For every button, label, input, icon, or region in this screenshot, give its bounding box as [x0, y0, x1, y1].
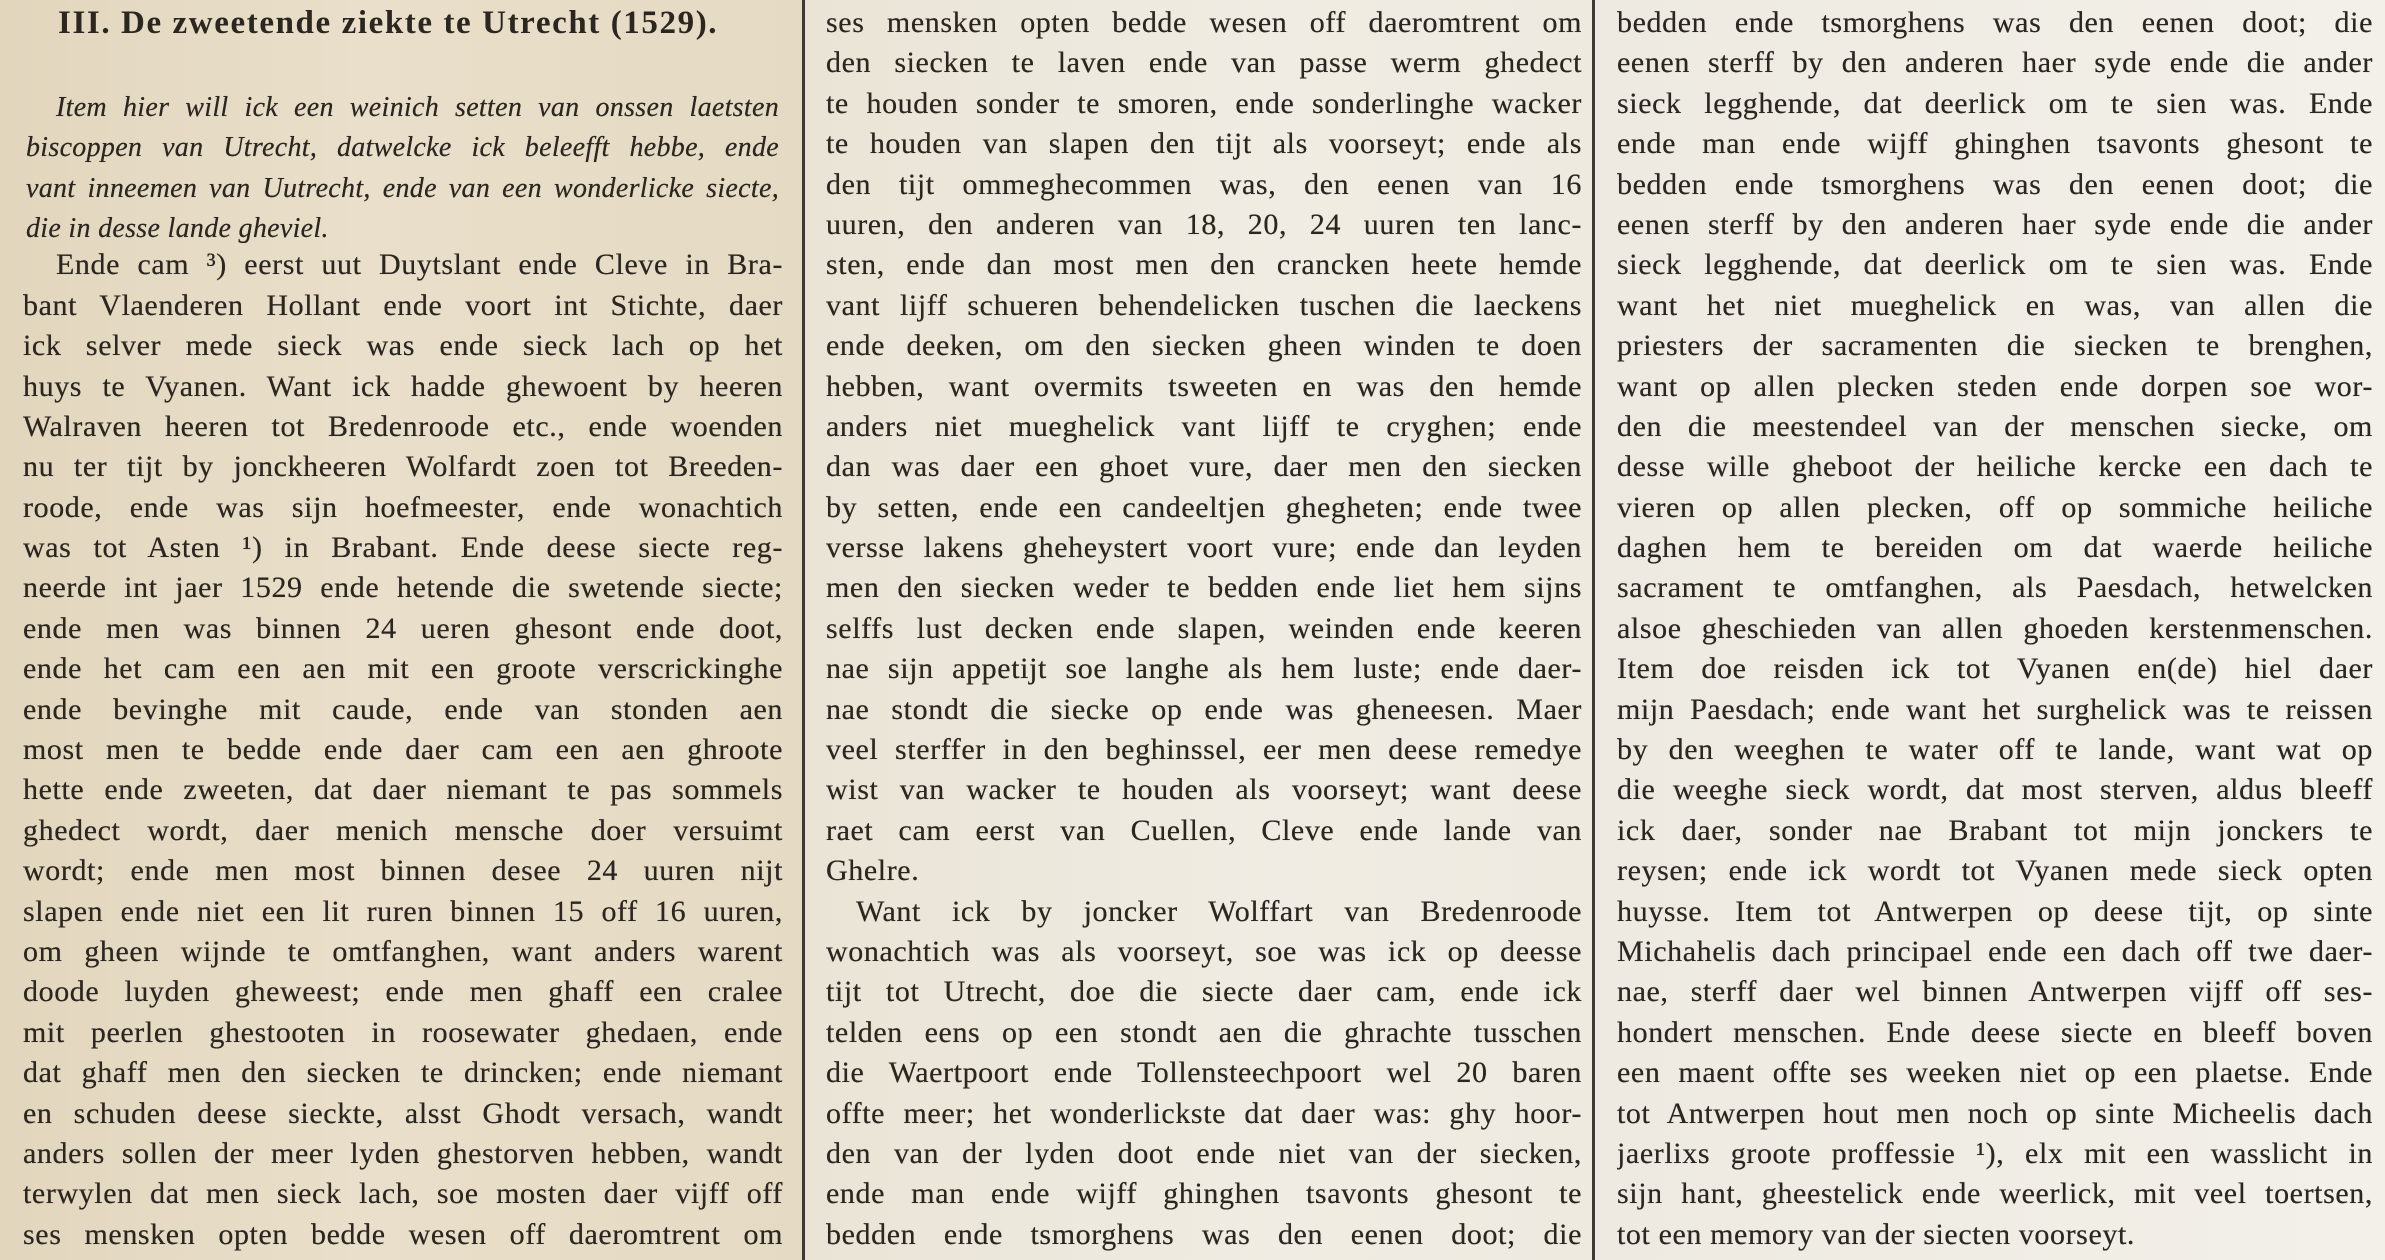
- text-line: bedden ende tsmorghens was den eenen doot; die: [1617, 167, 2373, 201]
- text-line: den die meestendeel van der menschen siecke, om: [1617, 409, 2373, 443]
- text-line: tijt tot Utrecht, doe die siecte daer cam, ende ick: [826, 975, 1582, 1009]
- text-line: sacrament te omtfanghen, als Paesdach, hetwelcken: [1617, 571, 2373, 605]
- text-line: by setten, ende een candeeltjen ghegheten; ende twee: [826, 490, 1582, 524]
- text-column-middle: [826, 3, 1582, 1255]
- text-line: bedden ende tsmorghens was den eenen doot; die: [826, 1217, 1582, 1251]
- text-line: den tijt ommeghecommen was, den eenen van 16: [826, 167, 1582, 201]
- text-line: ende het cam een aen mit een groote verscrickinghe: [23, 652, 783, 686]
- text-line: om gheen wijnde te omtfanghen, want anders warent: [23, 935, 783, 968]
- text-line: die Waertpoort ende Tollensteechpoort wel 20 baren: [826, 1056, 1582, 1090]
- text-line: ende men was binnen 24 ueren ghesont ende doot,: [23, 611, 783, 645]
- chapter-heading: III. De zweetende ziekte te Utrecht (1529).: [58, 5, 719, 41]
- column-divider: [1592, 0, 1595, 1260]
- text-line: ick daer, sonder nae Brabant tot mijn jonckers te: [1617, 813, 2373, 847]
- text-line: Ghelre.: [826, 854, 920, 888]
- text-line: ende man ende wijff ghinghen tsavonts ghesont te: [1617, 127, 2373, 161]
- text-line: tot Antwerpen hout men noch op sinte Micheelis dach: [1617, 1096, 2373, 1130]
- text-line: vant lijff schueren behendelicken tuschen die laeckens: [826, 288, 1582, 322]
- text-line: hondert menschen. Ende deese siecte en bleeff boven: [1617, 1015, 2373, 1049]
- text-line: versse lakens gheheystert voort vure; ende dan leyden: [826, 531, 1582, 565]
- text-line: tot een memory van der siecten voorseyt.: [1617, 1217, 2136, 1251]
- text-line: nu ter tijt by jonckheeren Wolfardt zoen tot Breeden-: [23, 450, 783, 484]
- text-line: vieren op allen plecken, off op sommiche heiliche: [1617, 490, 2373, 524]
- text-line: den van der lyden doot ende niet van der siecken,: [826, 1136, 1582, 1170]
- text-line: te houden van slapen den tijt als voorseyt; ende als: [826, 127, 1582, 161]
- text-line: men den siecken weder te bedden ende liet hem sijns: [826, 571, 1582, 605]
- text-line: die weeghe sieck wordt, dat most sterven, aldus bleeff: [1617, 773, 2373, 807]
- intro-line: die in desse lande gheviel.: [26, 212, 329, 244]
- intro-line: biscoppen van Utrecht, datwelcke ick beleefft hebbe, ende: [26, 132, 779, 164]
- text-line: den siecken te laven ende van passe werm ghedect: [826, 46, 1582, 80]
- text-line: by den weeghen te water off te lande, want wat op: [1617, 733, 2373, 767]
- text-line: Want ick by joncker Wolffart van Bredenroode: [856, 894, 1582, 928]
- text-line: ende deeken, om den siecken gheen winden te doen: [826, 329, 1582, 363]
- text-line: wist van wacker te houden als voorseyt; want deese: [826, 773, 1582, 807]
- text-line: ses mensken opten bedde wesen off daeromtrent om: [23, 1217, 783, 1251]
- text-line: doode luyden gheweest; ende men ghaff een cralee: [23, 975, 783, 1009]
- text-line: veel sterffer in den beghinssel, eer men deese remedye: [826, 733, 1582, 767]
- text-line: hebben, want overmits tsweeten en was den hemde: [826, 369, 1582, 403]
- text-line: slapen ende niet een lit ruren binnen 15 off 16 uuren,: [23, 894, 783, 928]
- text-line: ses mensken opten bedde wesen off daeromtrent om: [826, 6, 1582, 39]
- text-line: dan was daer een ghoet vure, daer men den siecken: [826, 450, 1582, 484]
- text-line: sten, ende dan most men den crancken heete hemde: [826, 248, 1582, 282]
- text-line: een maent offte ses weeken niet op een plaetse. Ende: [1617, 1056, 2373, 1090]
- text-line: want het niet mueghelick en was, van allen die: [1617, 288, 2373, 322]
- intro-line: vant inneemen van Uutrecht, ende van een wonderlicke siecte,: [26, 172, 779, 204]
- text-line: nae sijn appetijt soe langhe als hem luste; ende daer-: [826, 652, 1582, 686]
- text-line: want op allen plecken steden ende dorpen soe wor-: [1617, 369, 2373, 403]
- text-line: Item doe reisden ick tot Vyanen en(de) hiel daer: [1617, 652, 2373, 686]
- text-line: dat ghaff men den siecken te drincken; ende niemant: [23, 1056, 783, 1090]
- text-line: raet cam eerst van Cuellen, Cleve ende lande van: [826, 813, 1582, 847]
- text-line: alsoe gheschieden van allen ghoeden kerstenmenschen.: [1617, 611, 2373, 645]
- column-divider: [802, 0, 805, 1260]
- text-line: telden eens op een stondt aen die ghrachte tusschen: [826, 1015, 1582, 1049]
- text-line: sieck legghende, dat deerlick om te sien was. Ende: [1617, 248, 2373, 282]
- text-line: uuren, den anderen van 18, 20, 24 uuren ten lanc-: [826, 207, 1582, 241]
- text-line: eenen sterff by den anderen haer syde ende die ander: [1617, 46, 2373, 80]
- text-line: en schuden deese sieckte, alsst Ghodt versach, wandt: [23, 1096, 783, 1130]
- text-line: most men te bedde ende daer cam een aen ghroote: [23, 733, 783, 767]
- text-line: bant Vlaenderen Hollant ende voort int Stichte, daer: [23, 288, 783, 322]
- intro-line: Item hier will ick een weinich setten van onssen laetsten: [56, 91, 779, 123]
- text-line: reysen; ende ick wordt tot Vyanen mede sieck opten: [1617, 854, 2373, 888]
- text-line: nae stondt die siecke op ende was gheneesen. Maer: [826, 692, 1582, 726]
- text-line: eenen sterff by den anderen haer syde ende die ander: [1617, 207, 2373, 241]
- text-line: sieck legghende, dat deerlick om te sien was. Ende: [1617, 86, 2373, 120]
- text-line: anders sollen der meer lyden ghestorven hebben, wandt: [23, 1136, 783, 1170]
- text-line: mit peerlen ghestooten in roosewater ghedaen, ende: [23, 1015, 783, 1049]
- intro-paragraph: [26, 88, 779, 250]
- text-line: bedden ende tsmorghens was den eenen doot; die: [1617, 6, 2373, 39]
- text-line: desse wille gheboot der heiliche kercke een dach te: [1617, 450, 2373, 484]
- text-line: ick selver mede sieck was ende sieck lach op het: [23, 329, 783, 363]
- text-line: sijn hant, gheestelick ende weerlick, mit veel toertsen,: [1617, 1177, 2373, 1211]
- text-line: Ende cam ³) eerst uut Duytslant ende Cleve in Bra-: [56, 248, 783, 282]
- text-line: terwylen dat men sieck lach, soe mosten daer vijff off: [23, 1177, 783, 1211]
- text-line: hette ende zweeten, dat daer niemant te pas sommels: [23, 773, 783, 807]
- text-line: Michahelis dach principael ende een dach off twe daer-: [1617, 934, 2373, 968]
- text-line: selffs lust decken ende slapen, weinden ende keeren: [826, 611, 1582, 645]
- text-line: huysse. Item tot Antwerpen op deese tijt, op sinte: [1617, 894, 2373, 928]
- text-line: anders niet mueghelick vant lijff te cryghen; ende: [826, 409, 1582, 443]
- text-line: mijn Paesdach; ende want het surghelick was te reissen: [1617, 692, 2373, 726]
- text-line: ende man ende wijff ghinghen tsavonts ghesont te: [826, 1177, 1582, 1211]
- text-column-right: [1617, 3, 2373, 1255]
- text-line: daghen hem te bereiden om dat waerde heiliche: [1617, 531, 2373, 565]
- text-line: wordt; ende men most binnen desee 24 uuren nijt: [23, 854, 783, 888]
- text-line: was tot Asten ¹) in Brabant. Ende deese siecte reg-: [23, 531, 783, 565]
- text-line: ghedect wordt, daer menich mensche doer versuimt: [23, 813, 783, 847]
- text-line: nae, sterff daer wel binnen Antwerpen vijff off ses-: [1617, 975, 2373, 1009]
- text-line: wonachtich was als voorseyt, soe was ick op deesse: [826, 934, 1582, 968]
- text-line: priesters der sacramenten die siecken te brenghen,: [1617, 329, 2373, 363]
- text-line: roode, ende was sijn hoefmeester, ende wonachtich: [23, 490, 783, 524]
- text-line: neerde int jaer 1529 ende hetende die swetende siecte;: [23, 571, 783, 605]
- text-line: Walraven heeren tot Bredenroode etc., ende woenden: [23, 409, 783, 443]
- text-line: offte meer; het wonderlickste dat daer was: ghy hoor-: [826, 1096, 1582, 1130]
- text-line: te houden sonder te smoren, ende sonderlinghe wacker: [826, 86, 1582, 120]
- text-line: jaerlixs groote proffessie ¹), elx mit een wasslicht in: [1617, 1136, 2373, 1170]
- text-line: huys te Vyanen. Want ick hadde ghewoent by heeren: [23, 369, 783, 403]
- text-column-left: [23, 3, 783, 1255]
- text-line: ende bevinghe mit caude, ende van stonden aen: [23, 692, 783, 726]
